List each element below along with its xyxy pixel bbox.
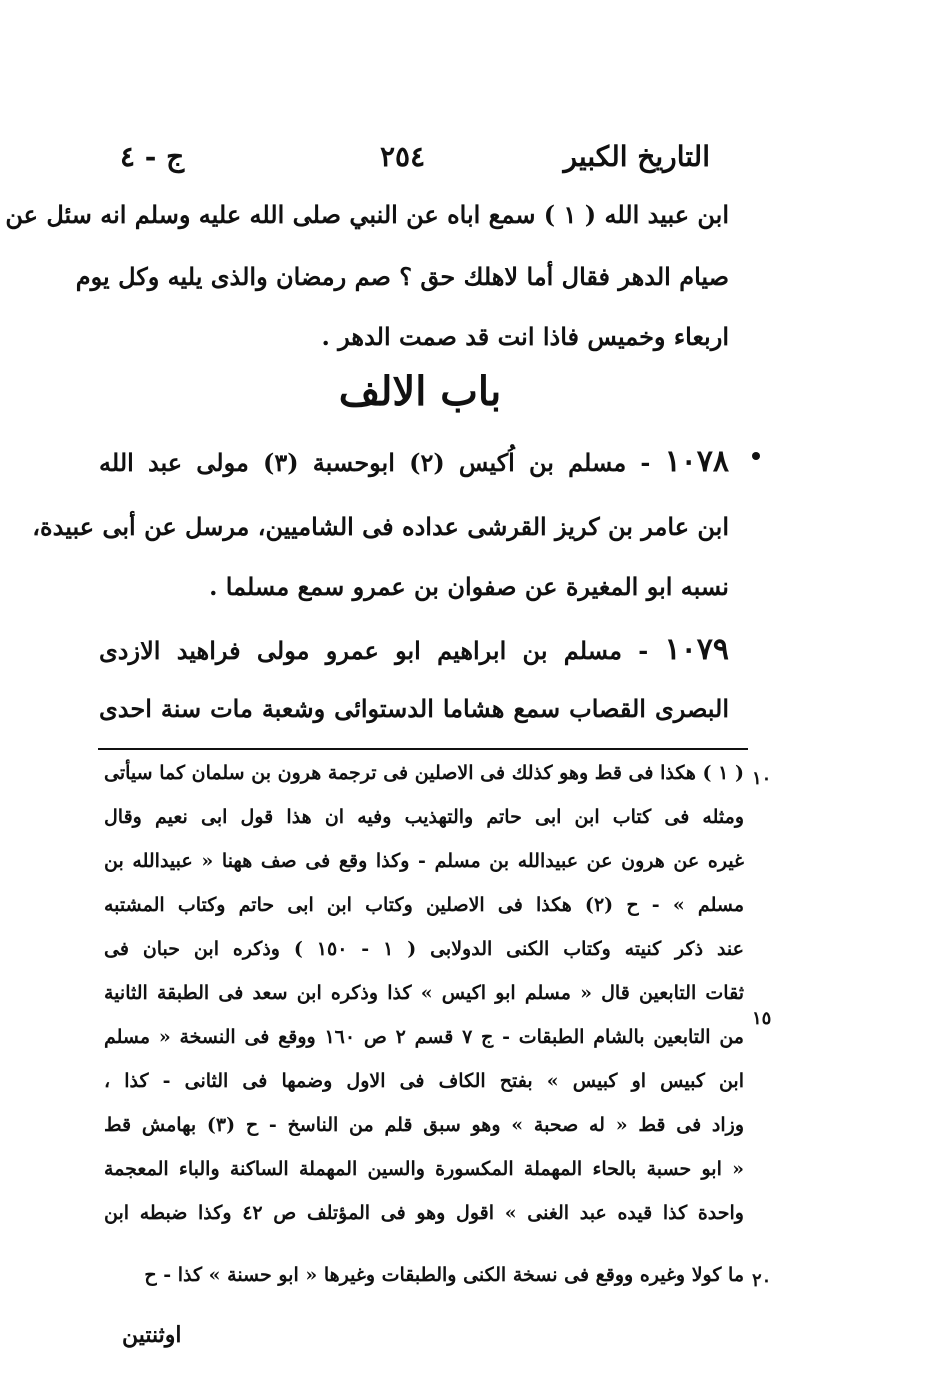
entry-line: البصرى القصاب سمع هشاما الدستوائى وشعبة مات سنة احدى <box>99 694 729 723</box>
footnote-line: واحدة كذا قيده عبد الغنى » اقول وهو فى المؤتلف ص ٤٢ وكذا ضبطه ابن <box>104 1202 744 1224</box>
footnote-line: ما كولا وغيره ووقع فى نسخة الكنى والطبقات وغيرها « ابو حسنة » كذا - ح <box>144 1264 744 1286</box>
footnote-line: غيره عن هرون عن عبيدالله بن مسلم - وكذا وقع فى صف ههنا « عبيدالله بن <box>104 850 744 872</box>
entry-line: نسبه ابو المغيرة عن صفوان بن عمرو سمع مسلما . <box>209 572 729 601</box>
continuation-line: اربعاء وخميس فاذا انت قد صمت الدهر . <box>321 322 729 351</box>
catchword: اوثنتين <box>122 1322 182 1348</box>
footnote-line: ومثله فى كتاب ابن ابى حاتم والتهذيب وفيه ان هذا قول ابى نعيم وقال <box>104 806 744 828</box>
footnote-line: مسلم » - ح (٢) هكذا فى الاصلين وكتاب ابن ابى حاتم وكتاب المشتبه <box>104 894 744 916</box>
margin-bullet <box>752 452 760 460</box>
entry-text: - مسلم بن ابراهيم ابو عمرو مولى فراهيد الازدى <box>99 636 649 665</box>
footnote-rule <box>98 748 748 750</box>
footnote-line: « ابو حسبة بالحاء المهملة المكسورة والسين المهملة الساكنة والباء المعجمة <box>104 1158 744 1180</box>
footnote-line: ثقات التابعين قال « مسلم ابو اكيس » كذا وذكره ابن سعد فى الطبقة الثانية <box>104 982 744 1004</box>
footnote-line: ابن كبيس او كبيس » بفتح الكاف فى الاول وضمها فى الثانى - كذا ، <box>104 1070 744 1092</box>
entry-number: ١٠٧٩ <box>664 632 729 667</box>
margin-line-number: ٢٠ <box>752 1270 772 1291</box>
footnote-line: ( ١ ) هكذا فى قط وهو كذلك فى الاصلين فى ترجمة هرون بن سلمان كما سيأتى <box>104 762 745 784</box>
page-number: ٢٥٤ <box>380 140 426 173</box>
entry-1079-first-line <box>99 632 729 667</box>
running-title: التاريخ الكبير <box>563 140 710 173</box>
continuation-line: صيام الدهر فقال أما لاهلك حق ؟ صم رمضان والذى يليه وكل يوم <box>75 262 729 291</box>
entry-number: ١٠٧٨ <box>664 444 730 479</box>
entry-1078-first-line <box>99 444 729 479</box>
margin-line-number: ١٥ <box>752 1008 772 1029</box>
continuation-line: ابن عبيد الله ( ١ ) سمع اباه عن النبي صلى الله عليه وسلم انه سئل عن <box>5 200 729 229</box>
section-heading: باب الالف <box>338 368 502 415</box>
margin-line-number: ١٠ <box>752 768 772 789</box>
footnote-line: من التابعين بالشام الطبقات - ج ٧ قسم ٢ ص ١٦٠ ووقع فى النسخة « مسلم <box>104 1026 744 1048</box>
running-header <box>110 140 710 184</box>
entry-text: - مسلم بن اُكيس (٢) ابوحسبة (٣) مولى عبد الله <box>99 448 651 477</box>
entry-line: ابن عامر بن كريز القرشى عداده فى الشاميين، مرسل عن أبى عبيدة، <box>32 512 729 541</box>
footnote-line: عند ذكر كنيته وكتاب الكنى الدولابى ( ١ - ١٥٠ ) وذكره ابن حبان فى <box>104 938 744 960</box>
footnote-line: وزاد فى قط « له صحبة » وهو سبق قلم من الناسخ - ح (٣) بهامش قط <box>104 1114 745 1136</box>
volume-part: ج - ٤ <box>120 140 185 173</box>
